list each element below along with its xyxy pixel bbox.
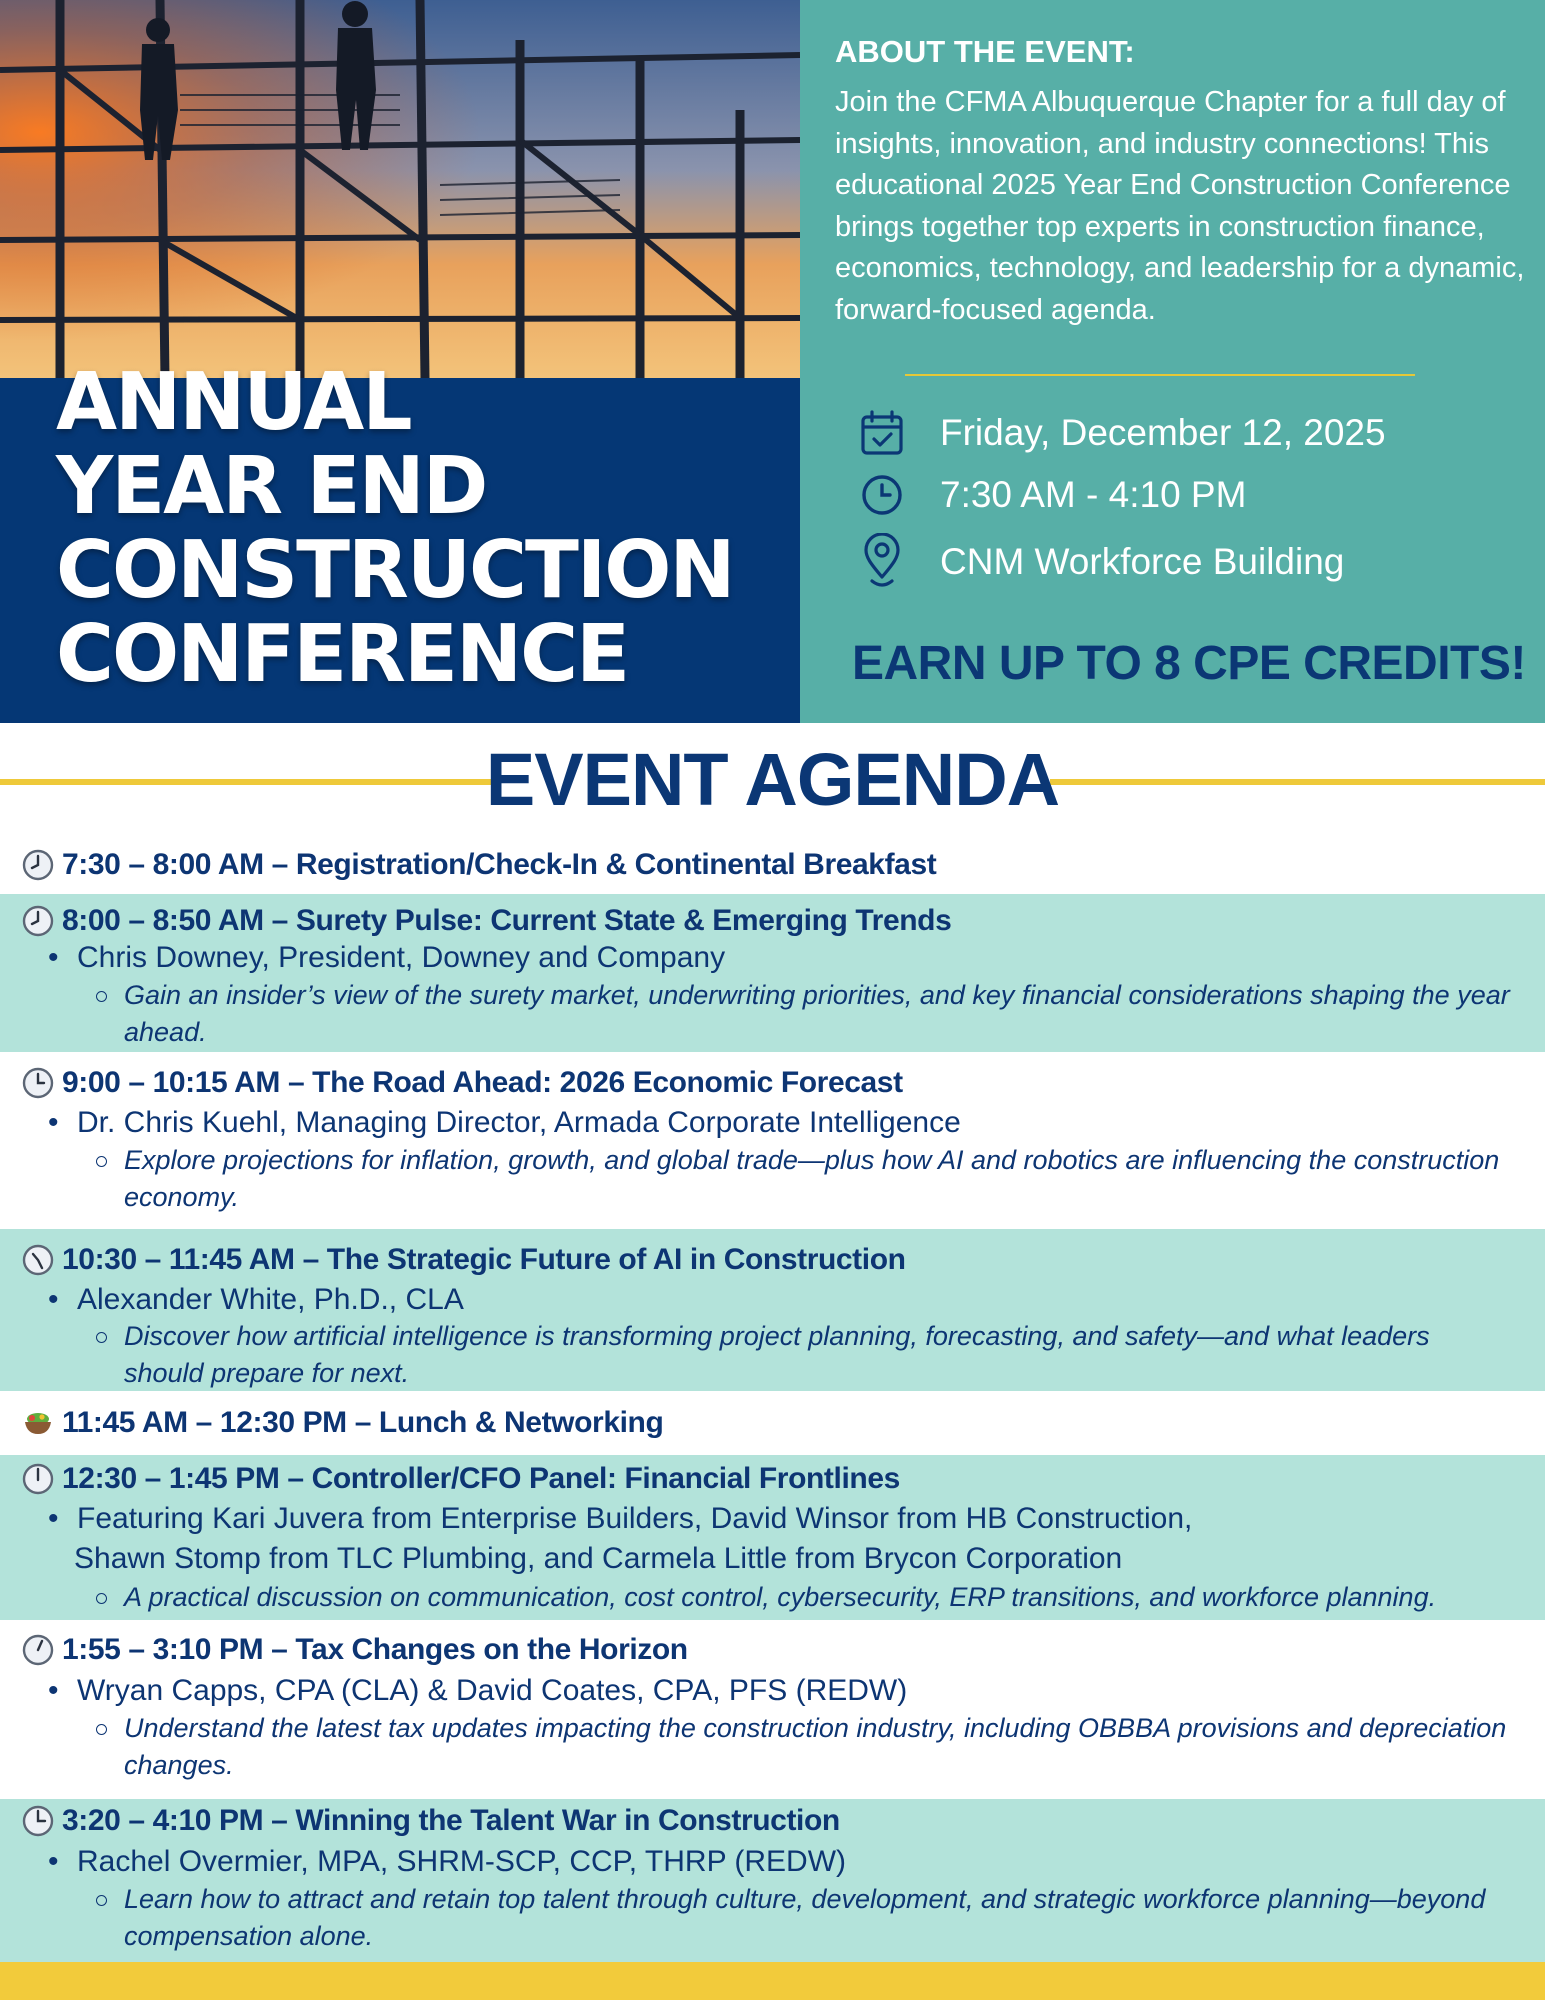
event-time: 7:30 AM - 4:10 PM bbox=[940, 474, 1247, 515]
agenda-speaker: • Alexander White, Ph.D., CLA bbox=[48, 1280, 464, 1320]
construction-scaffolding-photo bbox=[0, 0, 800, 378]
agenda-item-registration bbox=[0, 838, 1545, 894]
event-location: CNM Workforce Building bbox=[940, 541, 1345, 582]
clock-icon bbox=[22, 905, 54, 937]
clock-icon bbox=[22, 1244, 54, 1276]
conference-title bbox=[56, 356, 796, 700]
salad-bowl-icon bbox=[22, 1407, 54, 1439]
calendar-icon bbox=[860, 408, 916, 458]
agenda-item-ai bbox=[0, 1229, 1545, 1391]
agenda-item-heading: 10:30 – 11:45 AM – The Strategic Future of AI in Construction bbox=[22, 1243, 906, 1277]
agenda-item-cfo-panel bbox=[0, 1455, 1545, 1620]
event-header bbox=[0, 0, 1545, 723]
about-panel bbox=[800, 0, 1545, 723]
agenda-item-heading: 8:00 – 8:50 AM – Surety Pulse: Current State & Emerging Trends bbox=[22, 904, 951, 938]
agenda-speaker: • Rachel Overmier, MPA, SHRM-SCP, CCP, THRP (REDW) bbox=[48, 1842, 846, 1882]
title-line-4: CONFERENCE bbox=[56, 608, 629, 700]
agenda-description: Understand the latest tax updates impacting the construction industry, including OBBBA provisions and depreciation changes. bbox=[96, 1710, 1516, 1784]
agenda-item-heading: 11:45 AM – 12:30 PM – Lunch & Networking bbox=[22, 1406, 663, 1440]
agenda-speaker: • Wryan Capps, CPA (CLA) & David Coates, CPA, PFS (REDW) bbox=[48, 1671, 907, 1711]
agenda-heading bbox=[0, 735, 1545, 831]
time-row bbox=[860, 470, 1247, 520]
agenda-speaker-continued: Shawn Stomp from TLC Plumbing, and Carmela Little from Brycon Corporation bbox=[74, 1542, 1123, 1575]
agenda-item-surety bbox=[0, 894, 1545, 1052]
agenda-description: Explore projections for inflation, growth, and global trade—plus how AI and robotics are influencing the construction economy. bbox=[96, 1142, 1516, 1216]
title-line-2: YEAR END bbox=[56, 440, 487, 532]
agenda-item-heading: 9:00 – 10:15 AM – The Road Ahead: 2026 Economic Forecast bbox=[22, 1066, 903, 1100]
title-block bbox=[0, 356, 800, 723]
clock-icon bbox=[22, 1067, 54, 1099]
agenda-item-economic-forecast bbox=[0, 1052, 1545, 1229]
agenda-item-heading: 7:30 – 8:00 AM – Registration/Check-In & Continental Breakfast bbox=[22, 848, 936, 882]
agenda-speaker: • Dr. Chris Kuehl, Managing Director, Armada Corporate Intelligence bbox=[48, 1103, 961, 1143]
divider bbox=[905, 374, 1415, 376]
footer-gold-bar bbox=[0, 1962, 1545, 2000]
agenda-item-tax bbox=[0, 1620, 1545, 1799]
cpe-credits-callout: EARN UP TO 8 CPE CREDITS! bbox=[852, 637, 1526, 690]
clock-icon bbox=[860, 470, 916, 520]
clock-icon bbox=[22, 1634, 54, 1666]
about-body: Join the CFMA Albuquerque Chapter for a full day of insights, innovation, and industry connections! This educational 2025 Year End Construction Conference brings together top experts in construction finance, economics, technology, and leadership for a dynamic, forward-focused agenda. bbox=[835, 86, 1525, 326]
agenda-speaker: • Featuring Kari Juvera from Enterprise Builders, David Winsor from HB Construction, bbox=[48, 1499, 1192, 1539]
agenda-item-heading: 12:30 – 1:45 PM – Controller/CFO Panel: Financial Frontlines bbox=[22, 1462, 900, 1496]
agenda-item-talent bbox=[0, 1799, 1545, 1962]
date-row bbox=[860, 408, 1386, 458]
agenda-item-lunch bbox=[0, 1391, 1545, 1455]
title-line-1: ANNUAL bbox=[56, 356, 411, 448]
event-date: Friday, December 12, 2025 bbox=[940, 412, 1386, 453]
agenda-title: EVENT AGENDA bbox=[485, 738, 1060, 821]
clock-icon bbox=[22, 849, 54, 881]
agenda-description: Discover how artificial intelligence is transforming project planning, forecasting, and safety—and what leaders should prepare for next. bbox=[96, 1318, 1516, 1392]
title-line-3: CONSTRUCTION bbox=[56, 524, 734, 616]
agenda-description: Learn how to attract and retain top talent through culture, development, and strategic workforce planning—beyond compensation alone. bbox=[96, 1881, 1516, 1955]
about-heading: ABOUT THE EVENT: bbox=[835, 34, 1135, 69]
clock-icon bbox=[22, 1805, 54, 1837]
agenda-item-heading: 1:55 – 3:10 PM – Tax Changes on the Horizon bbox=[22, 1633, 688, 1667]
location-pin-icon bbox=[860, 537, 916, 587]
agenda-description: Gain an insider’s view of the surety market, underwriting priorities, and key financial considerations shaping the year ahead. bbox=[96, 977, 1516, 1051]
agenda-item-heading: 3:20 – 4:10 PM – Winning the Talent War in Construction bbox=[22, 1804, 840, 1838]
agenda-description: A practical discussion on communication, cost control, cybersecurity, ERP transitions, and workforce planning. bbox=[96, 1579, 1516, 1616]
agenda-speaker: • Chris Downey, President, Downey and Company bbox=[48, 938, 725, 978]
clock-icon bbox=[22, 1463, 54, 1495]
location-row bbox=[860, 537, 1345, 587]
